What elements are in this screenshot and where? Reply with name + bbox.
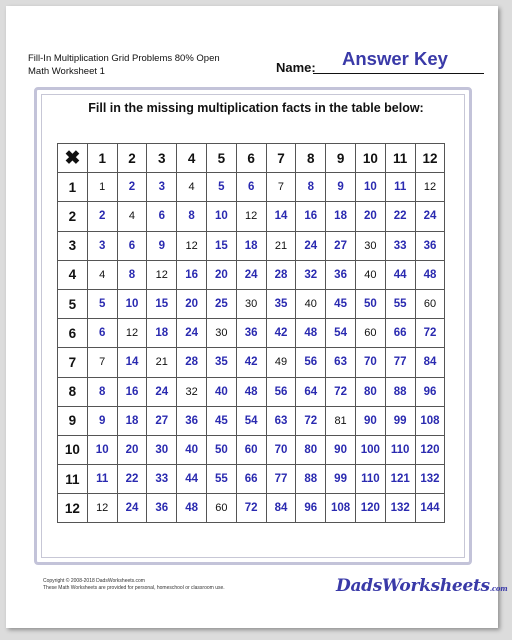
grid-answer-cell[interactable]: 96 bbox=[415, 377, 445, 406]
grid-answer-cell[interactable]: 6 bbox=[236, 173, 266, 202]
grid-answer-cell[interactable]: 48 bbox=[296, 319, 326, 348]
grid-row bbox=[58, 435, 445, 464]
grid-row bbox=[58, 231, 445, 260]
grid-answer-cell[interactable]: 36 bbox=[415, 231, 445, 260]
grid-answer-cell[interactable]: 50 bbox=[206, 435, 236, 464]
grid-answer-cell[interactable]: 42 bbox=[266, 319, 296, 348]
grid-answer-cell[interactable]: 108 bbox=[415, 406, 445, 435]
worksheet-title bbox=[28, 52, 248, 78]
grid-answer-cell[interactable]: 132 bbox=[415, 465, 445, 494]
grid-answer-cell[interactable]: 16 bbox=[117, 377, 147, 406]
grid-answer-cell[interactable]: 120 bbox=[415, 435, 445, 464]
grid-answer-cell[interactable]: 24 bbox=[296, 231, 326, 260]
grid-answer-cell[interactable]: 66 bbox=[236, 465, 266, 494]
grid-answer-cell[interactable]: 88 bbox=[296, 465, 326, 494]
grid-answer-cell[interactable]: 40 bbox=[206, 377, 236, 406]
grid-column-header: 1 bbox=[87, 144, 117, 173]
grid-answer-cell[interactable]: 90 bbox=[355, 406, 385, 435]
grid-answer-cell[interactable]: 2 bbox=[87, 202, 117, 231]
grid-answer-cell[interactable]: 77 bbox=[266, 465, 296, 494]
grid-given-cell: 60 bbox=[206, 494, 236, 523]
grid-answer-cell[interactable]: 56 bbox=[296, 348, 326, 377]
grid-answer-cell[interactable]: 72 bbox=[236, 494, 266, 523]
grid-column-header: 5 bbox=[206, 144, 236, 173]
grid-column-header: 4 bbox=[177, 144, 207, 173]
grid-column-header: 3 bbox=[147, 144, 177, 173]
grid-answer-cell[interactable]: 10 bbox=[355, 173, 385, 202]
grid-header-row bbox=[58, 144, 445, 173]
grid-given-cell: 4 bbox=[177, 173, 207, 202]
grid-answer-cell[interactable]: 100 bbox=[355, 435, 385, 464]
grid-answer-cell[interactable]: 44 bbox=[177, 465, 207, 494]
grid-answer-cell[interactable]: 24 bbox=[415, 202, 445, 231]
grid-answer-cell[interactable]: 22 bbox=[117, 465, 147, 494]
grid-answer-cell[interactable]: 14 bbox=[266, 202, 296, 231]
grid-answer-cell[interactable]: 60 bbox=[236, 435, 266, 464]
grid-answer-cell[interactable]: 48 bbox=[415, 260, 445, 289]
grid-row bbox=[58, 377, 445, 406]
grid-row bbox=[58, 260, 445, 289]
grid-answer-cell[interactable]: 10 bbox=[206, 202, 236, 231]
grid-column-header: 2 bbox=[117, 144, 147, 173]
grid-answer-cell[interactable]: 42 bbox=[236, 348, 266, 377]
grid-answer-cell[interactable]: 72 bbox=[296, 406, 326, 435]
grid-row bbox=[58, 494, 445, 523]
grid-answer-cell[interactable]: 88 bbox=[385, 377, 415, 406]
grid-answer-cell[interactable]: 9 bbox=[87, 406, 117, 435]
instructions: Fill in the missing multiplication facts in the table below: bbox=[88, 101, 424, 115]
grid-given-cell: 60 bbox=[415, 289, 445, 318]
grid-row-header: 1 bbox=[58, 173, 88, 202]
grid-answer-cell[interactable]: 70 bbox=[266, 435, 296, 464]
grid-answer-cell[interactable]: 22 bbox=[385, 202, 415, 231]
grid-answer-cell[interactable]: 24 bbox=[147, 377, 177, 406]
grid-answer-cell[interactable]: 5 bbox=[87, 289, 117, 318]
grid-answer-cell[interactable]: 99 bbox=[385, 406, 415, 435]
grid-row bbox=[58, 289, 445, 318]
grid-answer-cell[interactable]: 8 bbox=[117, 260, 147, 289]
grid-given-cell: 12 bbox=[415, 173, 445, 202]
grid-answer-cell[interactable]: 40 bbox=[177, 435, 207, 464]
grid-answer-cell[interactable]: 25 bbox=[206, 289, 236, 318]
site-logo-text: DadsWorksheets bbox=[336, 576, 490, 596]
grid-answer-cell[interactable]: 36 bbox=[177, 406, 207, 435]
grid-answer-cell[interactable]: 55 bbox=[385, 289, 415, 318]
grid-answer-cell[interactable]: 110 bbox=[385, 435, 415, 464]
grid-answer-cell[interactable]: 44 bbox=[385, 260, 415, 289]
grid-row-header: 12 bbox=[58, 494, 88, 523]
grid-answer-cell[interactable]: 54 bbox=[236, 406, 266, 435]
grid-answer-cell[interactable]: 9 bbox=[147, 231, 177, 260]
grid-given-cell: 30 bbox=[355, 231, 385, 260]
grid-given-cell: 60 bbox=[355, 319, 385, 348]
grid-answer-cell[interactable]: 15 bbox=[206, 231, 236, 260]
grid-row bbox=[58, 319, 445, 348]
grid-row bbox=[58, 465, 445, 494]
grid-answer-cell[interactable]: 3 bbox=[87, 231, 117, 260]
grid-given-cell: 21 bbox=[147, 348, 177, 377]
grid-given-cell: 12 bbox=[177, 231, 207, 260]
grid-answer-cell[interactable]: 121 bbox=[385, 465, 415, 494]
grid-answer-cell[interactable]: 9 bbox=[326, 173, 356, 202]
grid-row-header: 8 bbox=[58, 377, 88, 406]
grid-answer-cell[interactable]: 80 bbox=[296, 435, 326, 464]
grid-answer-cell[interactable]: 18 bbox=[147, 319, 177, 348]
grid-answer-cell[interactable]: 54 bbox=[326, 319, 356, 348]
grid-answer-cell[interactable]: 36 bbox=[147, 494, 177, 523]
grid-answer-cell[interactable]: 3 bbox=[147, 173, 177, 202]
grid-answer-cell[interactable]: 50 bbox=[355, 289, 385, 318]
grid-answer-cell[interactable]: 2 bbox=[117, 173, 147, 202]
grid-answer-cell[interactable]: 63 bbox=[266, 406, 296, 435]
grid-given-cell: 40 bbox=[296, 289, 326, 318]
grid-row-header: 5 bbox=[58, 289, 88, 318]
grid-answer-cell[interactable]: 8 bbox=[177, 202, 207, 231]
grid-answer-cell[interactable]: 108 bbox=[326, 494, 356, 523]
grid-answer-cell[interactable]: 48 bbox=[177, 494, 207, 523]
answer-key-label: Answer Key bbox=[342, 48, 448, 69]
grid-given-cell: 32 bbox=[177, 377, 207, 406]
grid-given-cell: 4 bbox=[117, 202, 147, 231]
grid-answer-cell[interactable]: 27 bbox=[147, 406, 177, 435]
grid-row-header: 3 bbox=[58, 231, 88, 260]
grid-answer-cell[interactable]: 132 bbox=[385, 494, 415, 523]
grid-answer-cell[interactable]: 6 bbox=[147, 202, 177, 231]
grid-given-cell: 12 bbox=[87, 494, 117, 523]
grid-column-header: 10 bbox=[355, 144, 385, 173]
grid-row-header: 4 bbox=[58, 260, 88, 289]
grid-answer-cell[interactable]: 15 bbox=[147, 289, 177, 318]
grid-answer-cell[interactable]: 35 bbox=[266, 289, 296, 318]
grid-answer-cell[interactable]: 24 bbox=[117, 494, 147, 523]
grid-answer-cell[interactable]: 48 bbox=[236, 377, 266, 406]
grid-answer-cell[interactable]: 55 bbox=[206, 465, 236, 494]
site-logo bbox=[336, 576, 507, 596]
grid-given-cell: 1 bbox=[87, 173, 117, 202]
grid-row bbox=[58, 202, 445, 231]
grid-answer-cell[interactable]: 33 bbox=[147, 465, 177, 494]
name-label: Name: bbox=[276, 60, 316, 75]
grid-column-header: 6 bbox=[236, 144, 266, 173]
grid-answer-cell[interactable]: 144 bbox=[415, 494, 445, 523]
grid-given-cell: 4 bbox=[87, 260, 117, 289]
grid-row-header: 9 bbox=[58, 406, 88, 435]
grid-given-cell: 49 bbox=[266, 348, 296, 377]
grid-given-cell: 7 bbox=[87, 348, 117, 377]
grid-answer-cell[interactable]: 6 bbox=[117, 231, 147, 260]
grid-answer-cell[interactable]: 36 bbox=[326, 260, 356, 289]
grid-given-cell: 12 bbox=[117, 319, 147, 348]
grid-column-header: 11 bbox=[385, 144, 415, 173]
grid-answer-cell[interactable]: 11 bbox=[87, 465, 117, 494]
grid-given-cell: 7 bbox=[266, 173, 296, 202]
grid-answer-cell[interactable]: 8 bbox=[296, 173, 326, 202]
grid-answer-cell[interactable]: 33 bbox=[385, 231, 415, 260]
grid-answer-cell[interactable]: 72 bbox=[415, 319, 445, 348]
grid-answer-cell[interactable]: 16 bbox=[296, 202, 326, 231]
grid-answer-cell[interactable]: 8 bbox=[87, 377, 117, 406]
grid-answer-cell[interactable]: 96 bbox=[296, 494, 326, 523]
worksheet-title-line1: Fill-In Multiplication Grid Problems 80% Open bbox=[28, 53, 220, 64]
copyright bbox=[43, 578, 225, 592]
worksheet-title-line2: Math Worksheet 1 bbox=[28, 66, 105, 77]
grid-row bbox=[58, 173, 445, 202]
grid-given-cell: 30 bbox=[236, 289, 266, 318]
grid-answer-cell[interactable]: 64 bbox=[296, 377, 326, 406]
grid-answer-cell[interactable]: 70 bbox=[355, 348, 385, 377]
grid-answer-cell[interactable]: 45 bbox=[326, 289, 356, 318]
grid-answer-cell[interactable]: 16 bbox=[177, 260, 207, 289]
grid-row-header: 2 bbox=[58, 202, 88, 231]
grid-answer-cell[interactable]: 35 bbox=[206, 348, 236, 377]
grid-column-header: 8 bbox=[296, 144, 326, 173]
grid-given-cell: 12 bbox=[147, 260, 177, 289]
grid-answer-cell[interactable]: 32 bbox=[296, 260, 326, 289]
grid-row-header: 7 bbox=[58, 348, 88, 377]
grid-answer-cell[interactable]: 14 bbox=[117, 348, 147, 377]
grid-answer-cell[interactable]: 30 bbox=[147, 435, 177, 464]
grid-row-header: 11 bbox=[58, 465, 88, 494]
grid-row bbox=[58, 406, 445, 435]
grid-answer-cell[interactable]: 77 bbox=[385, 348, 415, 377]
grid-answer-cell[interactable]: 56 bbox=[266, 377, 296, 406]
copyright-line1: Copyright © 2008-2018 DadsWorksheets.com bbox=[43, 578, 145, 584]
grid-answer-cell[interactable]: 11 bbox=[385, 173, 415, 202]
grid-answer-cell[interactable]: 80 bbox=[355, 377, 385, 406]
grid-answer-cell[interactable]: 24 bbox=[236, 260, 266, 289]
grid-answer-cell[interactable]: 20 bbox=[117, 435, 147, 464]
grid-answer-cell[interactable]: 20 bbox=[355, 202, 385, 231]
grid-corner-times-icon: ✖ bbox=[58, 144, 88, 173]
grid-answer-cell[interactable]: 20 bbox=[206, 260, 236, 289]
grid-answer-cell[interactable]: 18 bbox=[117, 406, 147, 435]
grid-row-header: 6 bbox=[58, 319, 88, 348]
name-line[interactable] bbox=[313, 73, 484, 74]
grid-answer-cell[interactable]: 36 bbox=[236, 319, 266, 348]
grid-answer-cell[interactable]: 18 bbox=[326, 202, 356, 231]
site-logo-suffix: .com bbox=[489, 584, 508, 593]
grid-given-cell: 30 bbox=[206, 319, 236, 348]
grid-answer-cell[interactable]: 45 bbox=[206, 406, 236, 435]
grid-answer-cell[interactable]: 72 bbox=[326, 377, 356, 406]
grid-answer-cell[interactable]: 84 bbox=[415, 348, 445, 377]
grid-answer-cell[interactable]: 99 bbox=[326, 465, 356, 494]
grid-answer-cell[interactable]: 10 bbox=[87, 435, 117, 464]
multiplication-grid bbox=[57, 143, 445, 523]
grid-column-header: 9 bbox=[326, 144, 356, 173]
grid-answer-cell[interactable]: 28 bbox=[177, 348, 207, 377]
grid-answer-cell[interactable]: 18 bbox=[236, 231, 266, 260]
grid-answer-cell[interactable]: 63 bbox=[326, 348, 356, 377]
grid-column-header: 12 bbox=[415, 144, 445, 173]
grid-given-cell: 81 bbox=[326, 406, 356, 435]
grid-given-cell: 40 bbox=[355, 260, 385, 289]
grid-answer-cell[interactable]: 10 bbox=[117, 289, 147, 318]
grid-answer-cell[interactable]: 6 bbox=[87, 319, 117, 348]
grid-given-cell: 12 bbox=[236, 202, 266, 231]
grid-answer-cell[interactable]: 66 bbox=[385, 319, 415, 348]
grid-column-header: 7 bbox=[266, 144, 296, 173]
grid-answer-cell[interactable]: 84 bbox=[266, 494, 296, 523]
grid-row bbox=[58, 348, 445, 377]
grid-answer-cell[interactable]: 110 bbox=[355, 465, 385, 494]
grid-answer-cell[interactable]: 24 bbox=[177, 319, 207, 348]
grid-answer-cell[interactable]: 28 bbox=[266, 260, 296, 289]
grid-answer-cell[interactable]: 27 bbox=[326, 231, 356, 260]
copyright-line2: These Math Worksheets are provided for personal, homeschool or classroom use. bbox=[43, 585, 225, 591]
grid-answer-cell[interactable]: 120 bbox=[355, 494, 385, 523]
grid-answer-cell[interactable]: 20 bbox=[177, 289, 207, 318]
grid-row-header: 10 bbox=[58, 435, 88, 464]
grid-answer-cell[interactable]: 5 bbox=[206, 173, 236, 202]
grid-answer-cell[interactable]: 90 bbox=[326, 435, 356, 464]
grid-given-cell: 21 bbox=[266, 231, 296, 260]
